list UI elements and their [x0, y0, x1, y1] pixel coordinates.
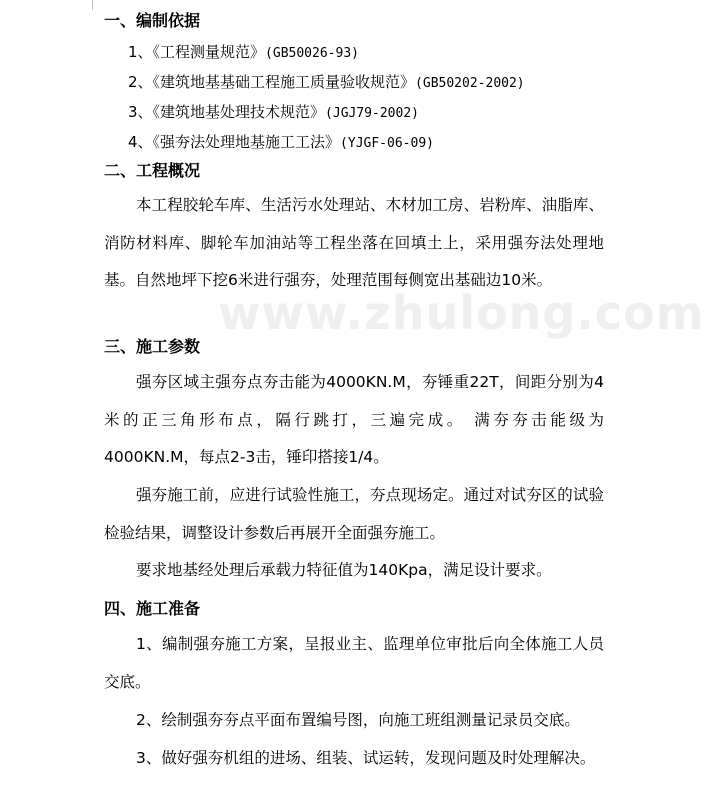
reference-item	[128, 41, 359, 65]
margin-corner-mark	[92, 0, 93, 10]
reference-item	[128, 131, 434, 155]
paragraph-parameters-1: 强夯区域主强夯点夯击能为4000KN.M，夯锤重22T，间距分别为4米的正三角形布点，隔行跳打，三遍完成。 满夯夯击能级为4000KN.M，每点2-3击，锤印搭接1/4。	[104, 373, 604, 466]
reference-title: 3、《建筑地基处理技术规范》	[128, 103, 326, 121]
reference-code: (GB50202-2002)	[415, 76, 525, 91]
reference-item	[128, 71, 525, 95]
reference-item	[128, 101, 419, 125]
reference-code: (YJGF-06-09)	[340, 136, 434, 151]
reference-code: (GB50026-93)	[265, 46, 359, 61]
paragraph-parameters-2: 强夯施工前，应进行试验性施工，夯点现场定。通过对试夯区的试验检验结果，调整设计参数后再展开全面强夯施工。	[104, 486, 604, 542]
reference-title: 1、《工程测量规范》	[128, 43, 266, 61]
reference-title: 4、《强夯法处理地基施工工法》	[128, 133, 341, 151]
section-heading-overview: 二、工程概况	[104, 161, 201, 180]
paragraph-preparation-1: 1、编制强夯施工方案，呈报业主、监理单位审批后向全体施工人员交底。	[104, 635, 604, 691]
paragraph-overview: 本工程胶轮车库、生活污水处理站、木材加工房、岩粉库、油脂库、消防材料库、脚轮车加油站等工程坐落在回填土上，采用强夯法处理地基。自然地坪下挖6米进行强夯，处理范围每侧宽出基础边10米。	[104, 196, 604, 289]
section-heading-parameters: 三、施工参数	[104, 337, 201, 356]
paragraph-preparation-2: 2、绘制强夯夯点平面布置编号图，向施工班组测量记录员交底。	[136, 711, 580, 729]
section-heading-preparation: 四、施工准备	[104, 599, 201, 618]
watermark: www.zhulong.com	[218, 286, 705, 340]
paragraph-preparation-3: 3、做好强夯机组的进场、组装、试运转，发现问题及时处理解决。	[136, 749, 596, 767]
reference-title: 2、《建筑地基基础工程施工质量验收规范》	[128, 73, 416, 91]
reference-code: (JGJ79-2002)	[325, 106, 419, 121]
section-heading-basis: 一、编制依据	[104, 11, 201, 30]
paragraph-parameters-3: 要求地基经处理后承载力特征值为140Kpa，满足设计要求。	[136, 561, 552, 579]
